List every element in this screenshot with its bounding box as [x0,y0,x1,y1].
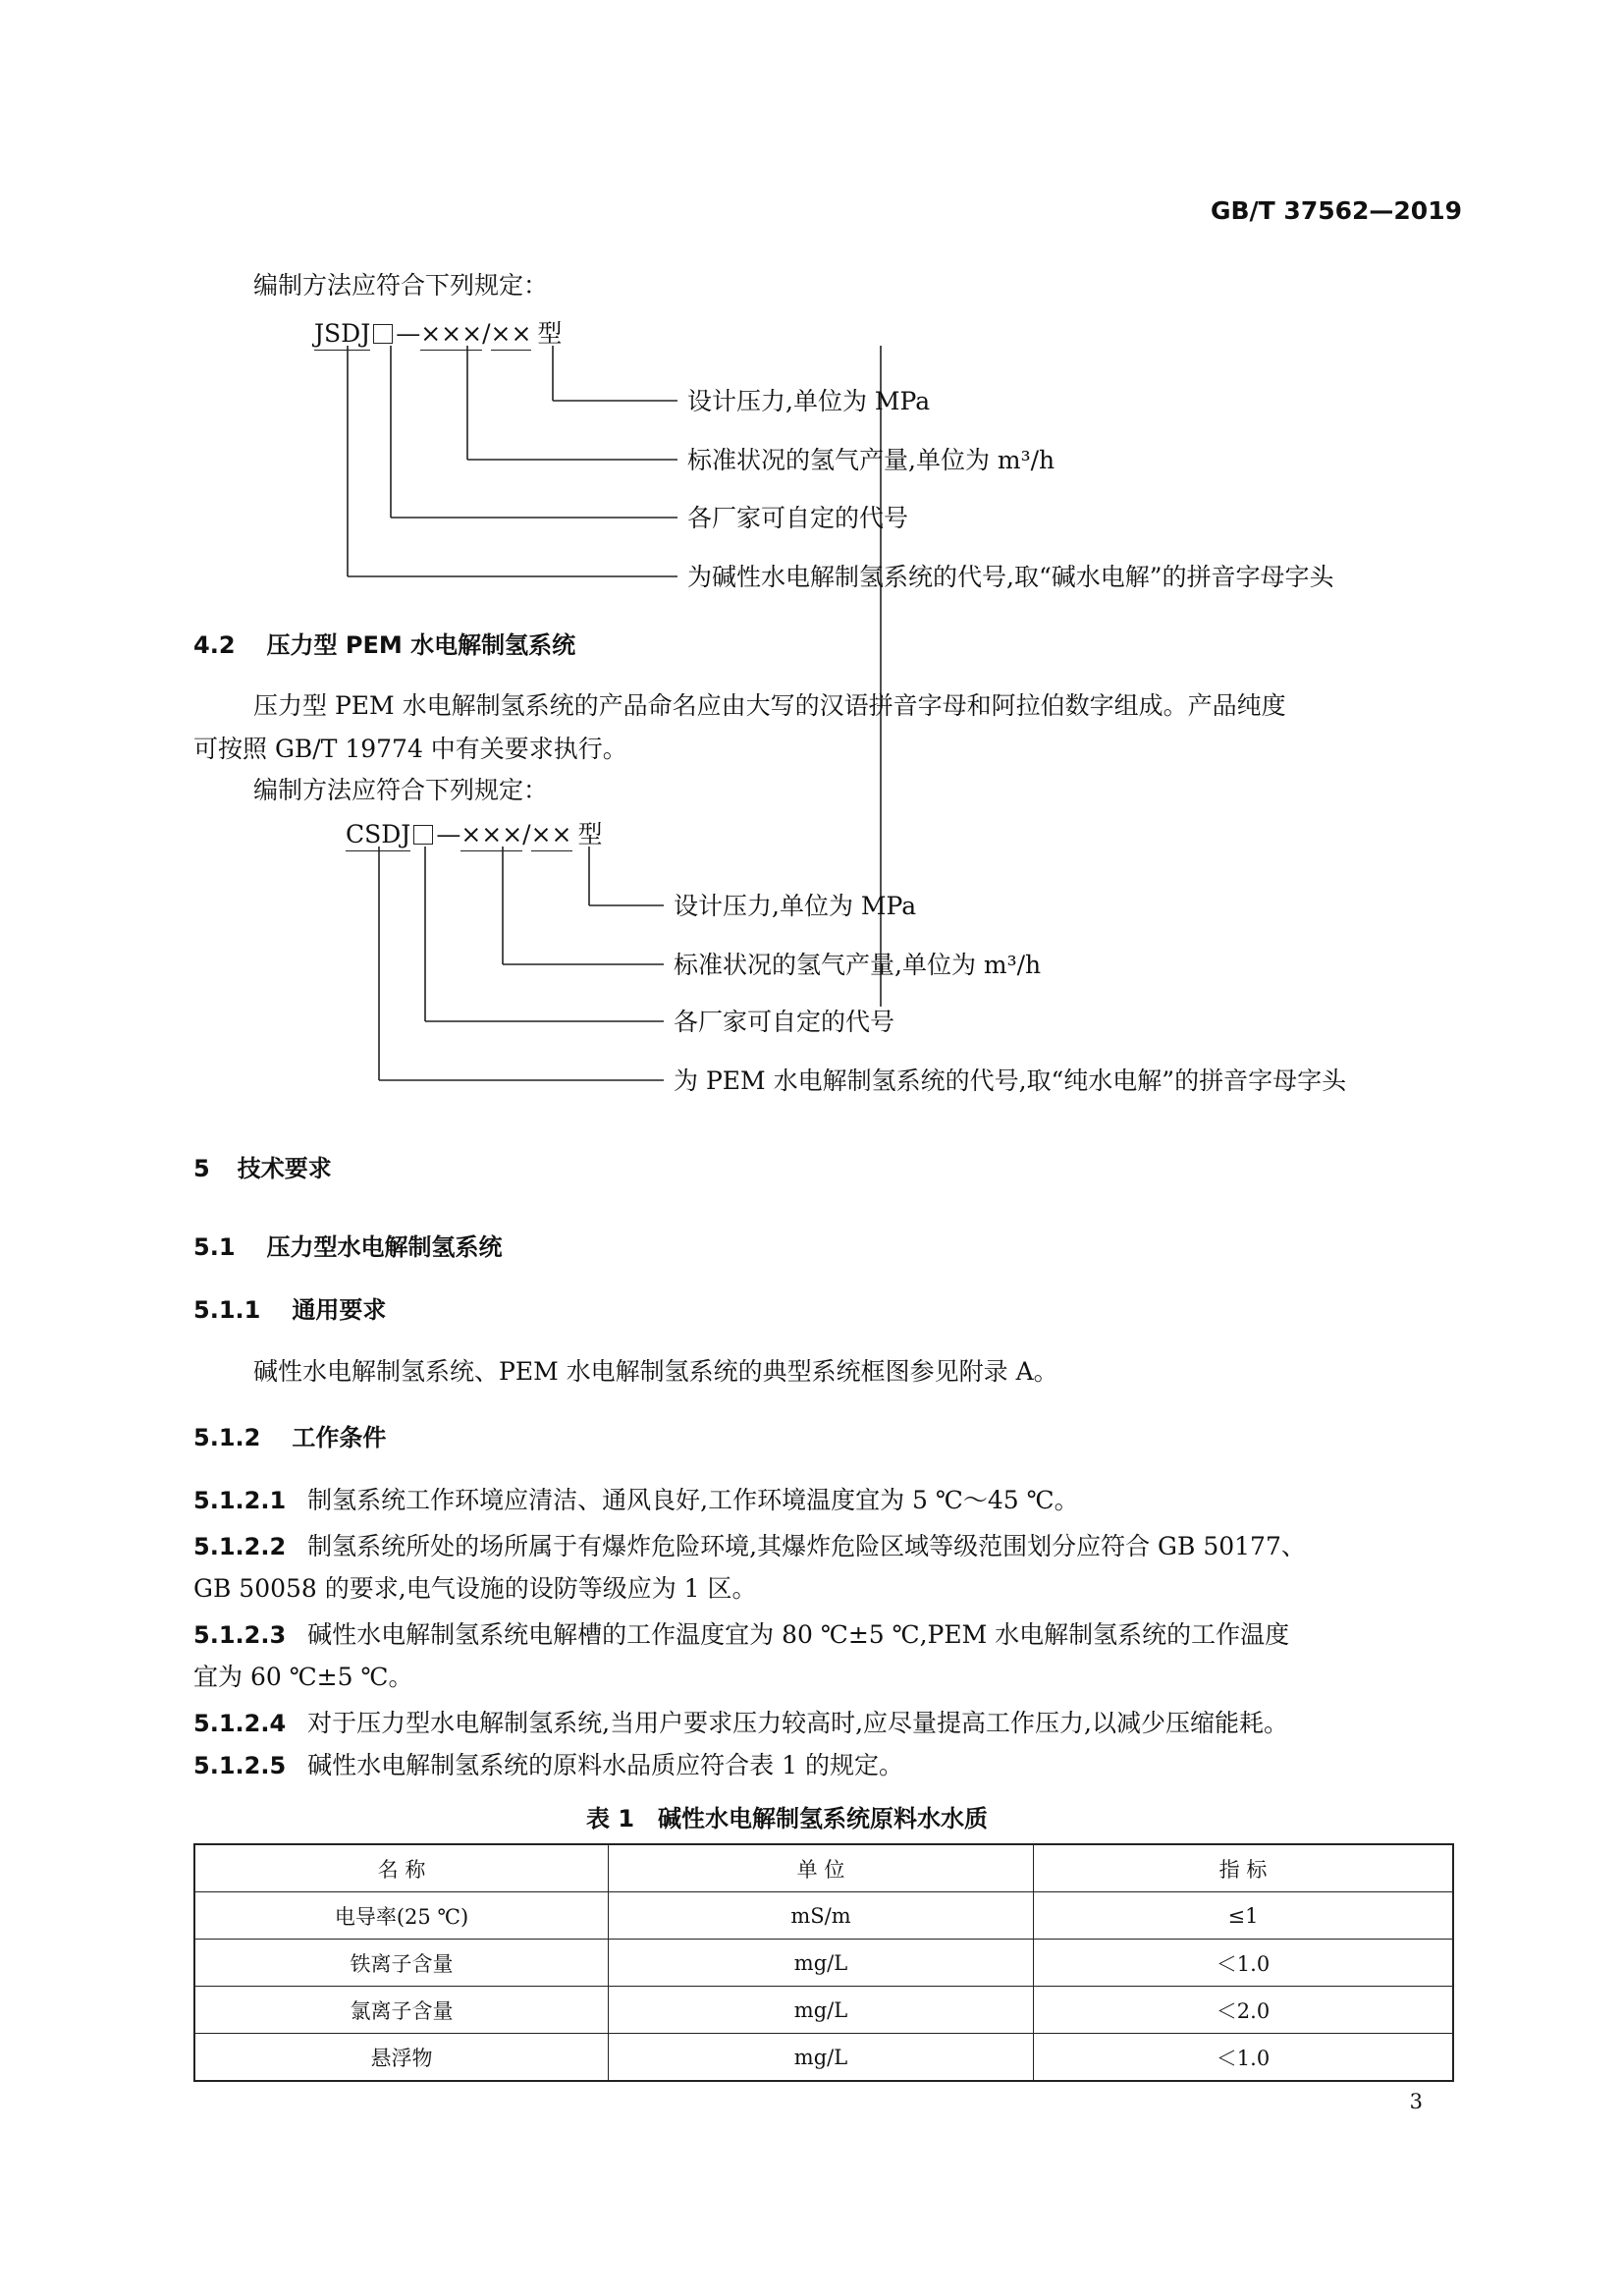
section-number: 5.1.1 [193,1296,261,1324]
table-cell: ＜2.0 [1034,1987,1454,2034]
table-cell: ＜1.0 [1034,2034,1454,2082]
code-suffix: 型 [537,319,563,348]
section-title: 压力型 PEM 水电解制氢系统 [266,631,576,659]
clause-5-1-2-2-line2: GB 50058 的要求,电气设施的设防等级应为 1 区。 [193,1574,757,1603]
section-title: 压力型水电解制氢系统 [266,1233,503,1261]
section-number: 5.1.2 [193,1424,261,1451]
code-item-system-code: 为 PEM 水电解制氢系统的代号,取“纯水电解”的拼音字母字头 [674,1066,1347,1095]
table-cell: mg/L [609,2034,1034,2082]
code-prefix: JSDJ [314,319,370,351]
code-pressure: ××× [460,820,522,851]
code-slash: / [482,319,491,348]
section-number: 4.2 [193,631,236,659]
table-cell: mS/m [609,1892,1034,1940]
clause-text: 制氢系统所处的场所属于有爆炸危险环境,其爆炸危险区域等级范围划分应符合 GB 50177、 [307,1532,1306,1560]
code-flow: ×× [491,319,532,351]
code-item-design-pressure: 设计压力,单位为 MPa [674,892,917,920]
column-header-unit: 单 位 [609,1844,1034,1892]
code-suffix: 型 [577,820,603,848]
table-row [194,1892,1453,1940]
table-cell: 氯离子含量 [194,1987,609,2034]
clause-text: 碱性水电解制氢系统电解槽的工作温度宜为 80 ℃±5 ℃,PEM 水电解制氢系统的工作温度 [307,1620,1290,1649]
clause-text: 对于压力型水电解制氢系统,当用户要求压力较高时,应尽量提高工作压力,以减少压缩能耗。 [307,1709,1289,1737]
clause-5-1-2-4 [193,1711,1288,1735]
section-5-1-heading [193,1235,503,1259]
code-item-manufacturer: 各厂家可自定的代号 [687,504,909,532]
rule-intro-41: 编制方法应符合下列规定： [253,271,549,300]
clause-number: 5.1.2.5 [193,1752,287,1779]
table-header-row [194,1844,1453,1892]
column-header-name: 名 称 [194,1844,609,1892]
column-header-limit: 指 标 [1034,1844,1454,1892]
section-number: 5.1 [193,1233,236,1261]
code-item-hydrogen-output: 标准状况的氢气产量,单位为 m³/h [674,951,1042,979]
paragraph-5-1-1: 碱性水电解制氢系统、PEM 水电解制氢系统的典型系统框图参见附录 A。 [253,1357,1058,1386]
section-5-1-1-heading [193,1298,386,1322]
table-cell: mg/L [609,1987,1034,2034]
table-cell: mg/L [609,1940,1034,1987]
table-cell: ＜1.0 [1034,1940,1454,1987]
clause-number: 5.1.2.3 [193,1621,287,1649]
code-dash: — [396,319,421,348]
code-prefix: CSDJ [346,820,410,851]
code-pressure: ××× [420,319,482,351]
paragraph-4-2-line2: 可按照 GB/T 19774 中有关要求执行。 [193,735,627,763]
page-number: 3 [1409,2090,1423,2113]
clause-number: 5.1.2.2 [193,1533,287,1560]
code-item-hydrogen-output: 标准状况的氢气产量,单位为 m³/h [687,446,1055,474]
clause-5-1-2-5 [193,1753,903,1777]
section-5-1-2-heading [193,1426,386,1449]
section-title: 通用要求 [292,1296,387,1324]
clause-number: 5.1.2.1 [193,1487,287,1514]
document-id: GB/T 37562—2019 [1210,196,1462,225]
paragraph-4-2-line1: 压力型 PEM 水电解制氢系统的产品命名应由大写的汉语拼音字母和阿拉伯数字组成。产品纯度 [253,691,1286,720]
table-cell: 悬浮物 [194,2034,609,2082]
clause-5-1-2-2 [193,1534,1306,1558]
table-row [194,1940,1453,1987]
clause-5-1-2-1 [193,1488,1079,1512]
clause-text: 制氢系统工作环境应清洁、通风良好,工作环境温度宜为 5 ℃～45 ℃。 [307,1486,1079,1514]
section-title: 技术要求 [237,1155,332,1182]
clause-5-1-2-3-line2: 宜为 60 ℃±5 ℃。 [193,1663,413,1691]
clause-number: 5.1.2.4 [193,1710,287,1737]
table-cell: ≤1 [1034,1892,1454,1940]
clause-text: 碱性水电解制氢系统的原料水品质应符合表 1 的规定。 [307,1751,903,1779]
section-5-heading [193,1157,332,1180]
code-item-system-code: 为碱性水电解制氢系统的代号,取“碱水电解”的拼音字母字头 [687,563,1334,591]
table-row [194,2034,1453,2082]
table-cell: 电导率(25 ℃) [194,1892,609,1940]
section-number: 5 [193,1155,210,1182]
section-title: 工作条件 [292,1424,387,1451]
code-item-manufacturer: 各厂家可自定的代号 [674,1008,895,1036]
water-quality-table [193,1843,1454,2082]
clause-5-1-2-3 [193,1622,1289,1647]
table-row [194,1987,1453,2034]
code-flow: ×× [531,820,572,851]
code-slash: / [522,820,531,848]
code-dash: — [436,820,461,848]
table-cell: 铁离子含量 [194,1940,609,1987]
rule-intro-42: 编制方法应符合下列规定： [253,776,549,804]
table-caption: 表 1 碱性水电解制氢系统原料水水质 [586,1805,989,1832]
code-item-design-pressure: 设计压力,单位为 MPa [687,387,931,415]
